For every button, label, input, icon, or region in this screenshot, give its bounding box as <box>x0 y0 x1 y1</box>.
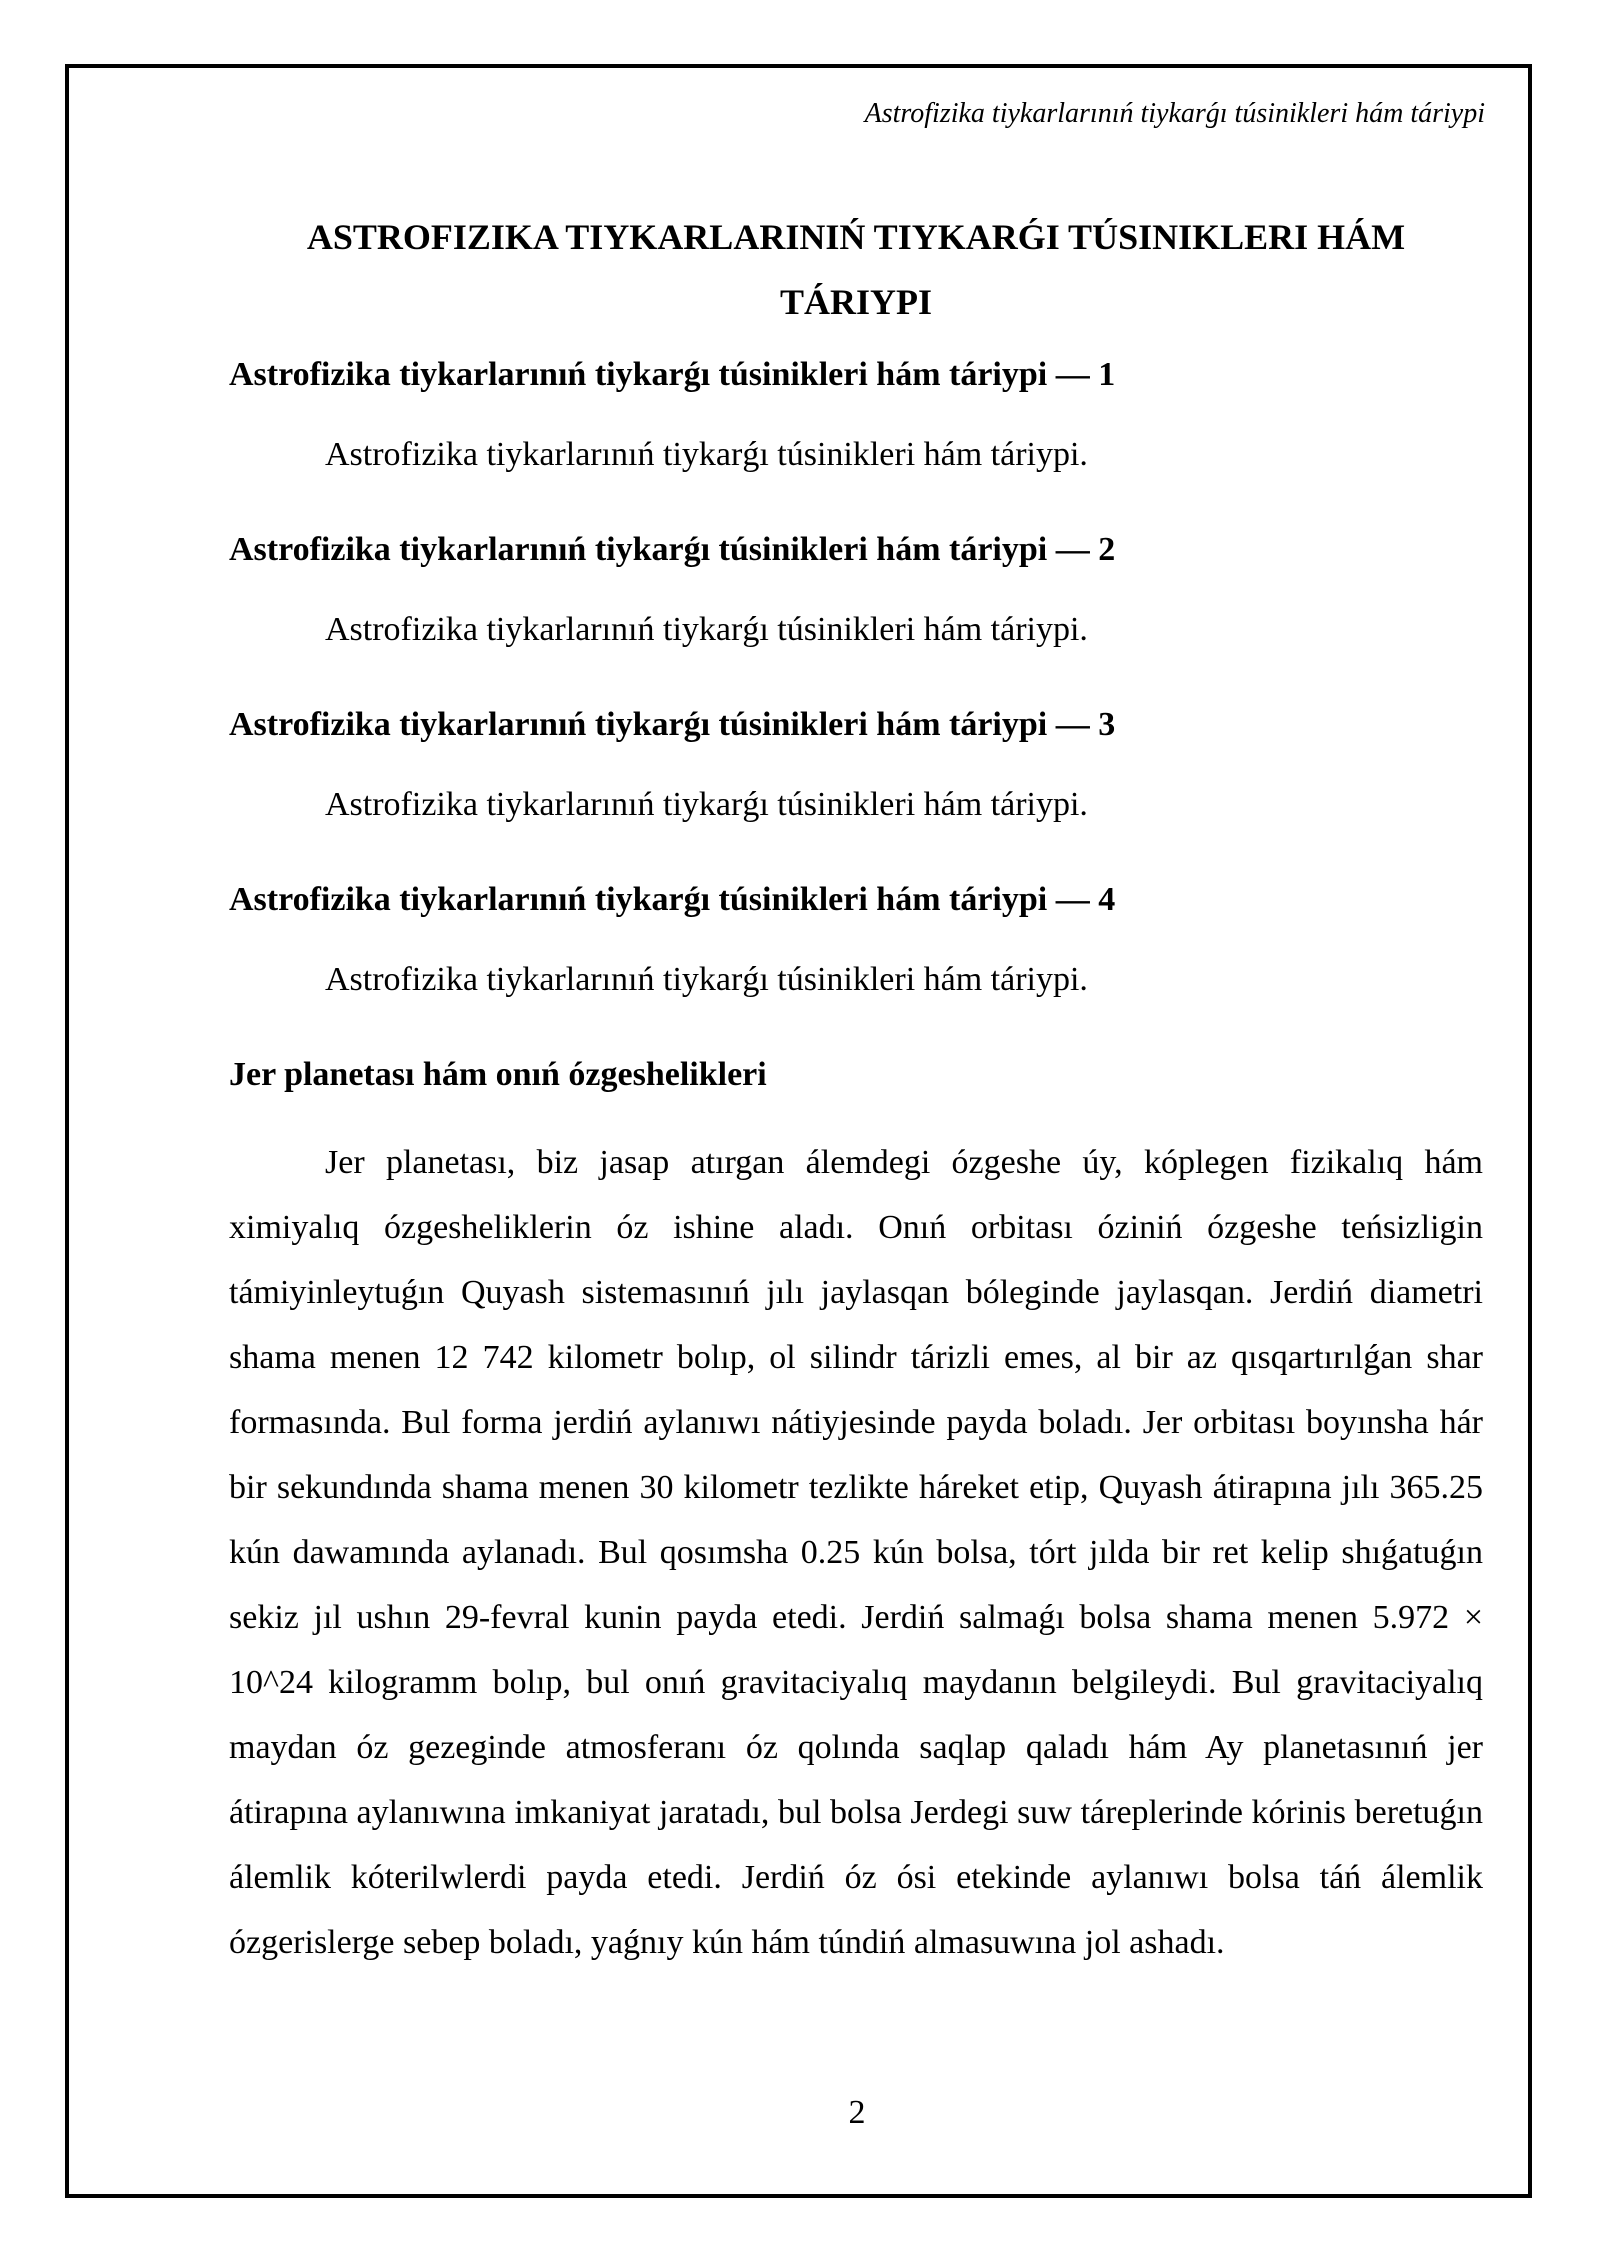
body-paragraph: Jer planetası, biz jasap atırgan álemdegi ózgeshe úy, kóplegen fizikalıq hám ximiyalıq ózgesheliklerin óz ishine aladı. Onıń orbitası óziniń ózgeshe teńsizligin támiyinleytuǵın Quyash sistemasınıń jılı jaylasqan bóleginde jaylasqan. Jerdiń diametri shama menen 12 742 kilometr bolıp, ol silindr tárizli emes, al bir az qısqartırılǵan shar formasında. Bul forma jerdiń aylanıwı nátiyjesinde payda boladı. Jer orbitası boyınsha hár bir sekundında shama menen 30 kilometr tezlikte háreket etip, Quyash átirapına jılı 365.25 kún dawamında aylanadı. Bul qosımsha 0.25 kún bolsa, tórt jılda bir ret kelip shıǵatuǵın sekiz jıl ushın 29-fevral kunin payda etedi. Jerdiń salmaǵı bolsa shama menen 5.972 × 10^24 kilogramm bolıp, bul onıń gravitaciyalıq maydanın belgileydi. Bul gravitaciyalıq maydan óz gezeginde atmosferanı óz qolında saqlap qaladı hám Ay planetasınıń jer átirapına aylanıwına imkaniyat jaratadı, bul bolsa Jerdegi suw táreplerinde kórinis beretuǵın álemlik kóterilwlerdi payda etedi. Jerdiń óz ósi etekinde aylanıwı bolsa táń álemlik ózgerislerge sebep boladı, yaǵnıy kún hám túndiń almasuwına jol ashadı. <box>229 1144 1483 1961</box>
subsection-heading: Astrofizika tiykarlarınıń tiykarǵı túsinikleri hám táriypi — 1 <box>229 356 1116 393</box>
subsection-text: Astrofizika tiykarlarınıń tiykarǵı túsinikleri hám táriypi. <box>325 436 1088 473</box>
subsection-text: Astrofizika tiykarlarınıń tiykarǵı túsinikleri hám táriypi. <box>325 961 1088 998</box>
section-heading: Jer planetası hám onıń ózgeshelikleri <box>229 1056 767 1093</box>
subsection-heading: Astrofizika tiykarlarınıń tiykarǵı túsinikleri hám táriypi — 4 <box>229 881 1116 918</box>
subsection-heading: Astrofizika tiykarlarınıń tiykarǵı túsinikleri hám táriypi — 2 <box>229 531 1116 568</box>
page-number: 2 <box>848 2094 866 2131</box>
subsection-text: Astrofizika tiykarlarınıń tiykarǵı túsinikleri hám táriypi. <box>325 611 1088 648</box>
subsection <box>229 525 1483 655</box>
running-header: Astrofizika tiykarlarınıń tiykarǵı túsinikleri hám táriypi <box>864 98 1485 129</box>
subsection <box>229 350 1483 480</box>
subsection <box>229 875 1483 1005</box>
subsection <box>229 700 1483 830</box>
document-body <box>229 205 1483 1975</box>
document-title: ASTROFIZIKA TIYKARLARINIŃ TIYKARǴI TÚSINIKLERI HÁM TÁRIYPI <box>306 217 1406 322</box>
subsection-text: Astrofizika tiykarlarınıń tiykarǵı túsinikleri hám táriypi. <box>325 786 1088 823</box>
subsection-heading: Astrofizika tiykarlarınıń tiykarǵı túsinikleri hám táriypi — 3 <box>229 706 1116 743</box>
